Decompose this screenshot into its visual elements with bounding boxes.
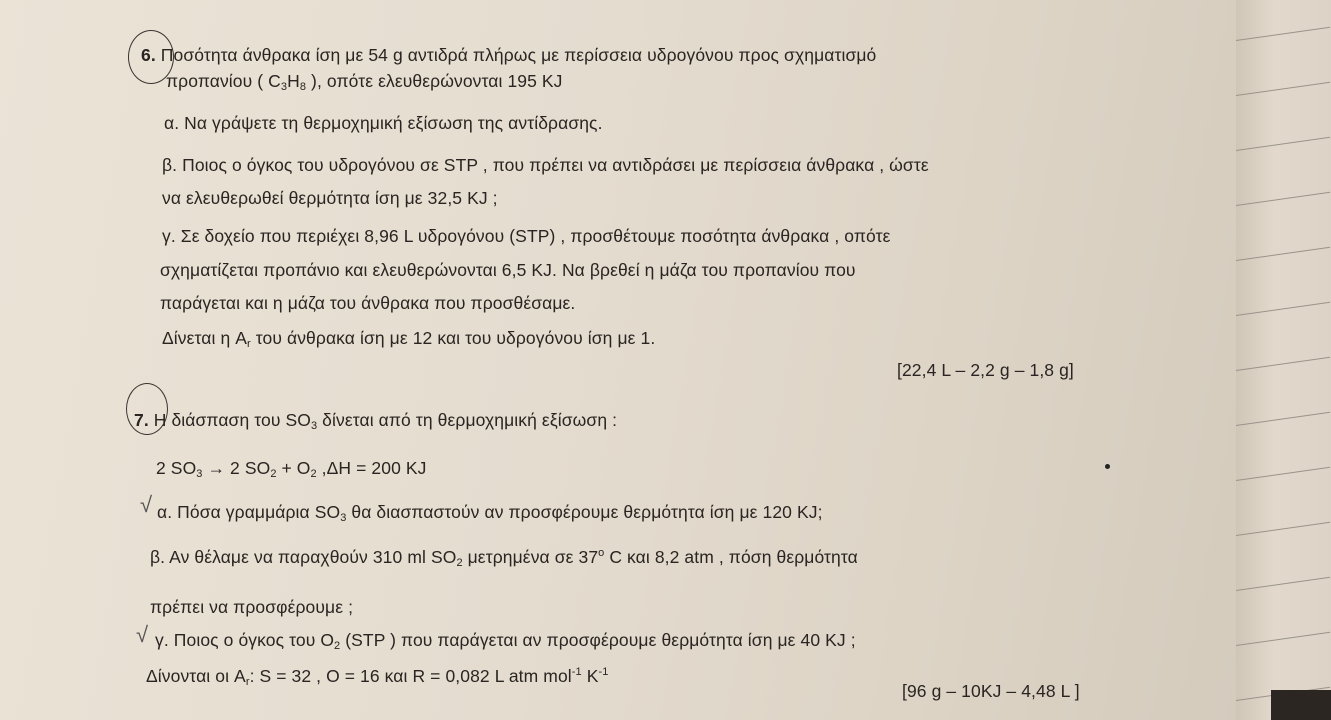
q6-line2-a: προπανίου ( C — [166, 71, 281, 91]
q7-line1-a: Η διάσπαση του SO — [153, 410, 311, 430]
q7-a-sub: 3 — [340, 512, 347, 524]
q7-eq-p3: + O — [276, 458, 311, 478]
q7-a-a: α. Πόσα γραμμάρια SO — [157, 502, 341, 522]
q6-part-b-1: β. Ποιος ο όγκος του υδρογόνου σε STP , που πρέπει να αντιδράσει με περίσσεια άνθρακα , ώστε — [162, 155, 929, 175]
q6-line1 — [141, 45, 876, 66]
q7-c-sub: 2 — [334, 640, 341, 652]
q6-given-b: του άνθρακα ίση με 12 και του υδρογόνου ίση με 1. — [250, 328, 656, 348]
q7-c-b: (STP ) που παράγεται αν προσφέρουμε θερμότητα ίση με 40 KJ ; — [340, 630, 856, 650]
q7-b-b: μετρημένα σε 37 — [462, 547, 599, 567]
q7-b-sub: 2 — [456, 557, 463, 569]
q7-given-b: : S = 32 , O = 16 και R = 0,082 L atm mol — [249, 666, 572, 686]
q7-eq-s3: 2 — [310, 468, 317, 480]
q7-c-a: γ. Ποιος ο όγκος του O — [155, 630, 335, 650]
q6-line2-b: H — [287, 71, 300, 91]
q7-given-a: Δίνονται οι A — [146, 666, 246, 686]
q7-b-a: β. Αν θέλαμε να παραχθούν 310 ml SO — [150, 547, 457, 567]
q7-equation — [156, 458, 427, 480]
q7-given-sup1: -1 — [571, 666, 582, 678]
q6-part-a: α. Να γράψετε τη θερμοχημική εξίσωση της αντίδρασης. — [164, 113, 603, 133]
q7-part-b-1 — [150, 547, 858, 569]
q6-part-c-2: σχηματίζεται προπάνιο και ελευθερώνονται 6,5 KJ. Να βρεθεί η μάζα του προπανίου που — [160, 260, 856, 280]
q7-answer: [96 g – 10KJ – 4,48 L ] — [902, 681, 1080, 701]
q7-eq-s2: 2 — [270, 468, 277, 480]
pen-checkmark-a: √ — [140, 492, 153, 517]
q6-line2 — [166, 71, 563, 93]
q6-sub-3: 3 — [280, 81, 288, 93]
q6-number: 6. — [141, 45, 156, 65]
q7-number: 7. — [134, 410, 149, 430]
q7-given-sup2: -1 — [598, 666, 609, 678]
q7-given — [146, 666, 609, 688]
q7-eq-p2: → 2 SO — [202, 458, 271, 478]
q6-part-b-2: να ελευθερωθεί θερμότητα ίση με 32,5 KJ ; — [162, 188, 498, 208]
q7-given-sub: r — [245, 676, 250, 688]
q7-eq-s1: 3 — [196, 468, 203, 480]
q7-a-b: θα διασπαστούν αν προσφέρουμε θερμότητα ίση με 120 KJ; — [346, 502, 823, 522]
q7-part-c — [155, 630, 856, 652]
q7-line1-b: δίνεται από τη θερμοχημική εξίσωση : — [317, 410, 618, 430]
q7-part-a — [157, 502, 823, 524]
q6-text-1: Ποσότητα άνθρακα ίση με 54 g αντιδρά πλήρως με περίσσεια υδρογόνου προς σχηματισμό — [160, 45, 877, 65]
q6-answer: [22,4 L – 2,2 g – 1,8 g] — [897, 360, 1074, 380]
q7-b-sup: ο — [598, 547, 605, 559]
q6-part-c-3: παράγεται και η μάζα του άνθρακα που προσθέσαμε. — [160, 293, 576, 313]
pen-checkmark-c: √ — [136, 622, 149, 647]
q7-eq-p4: ,ΔH = 200 KJ — [316, 458, 427, 478]
q7-line1-sub: 3 — [310, 420, 318, 432]
q7-line1 — [134, 410, 617, 432]
q6-given-sub: r — [247, 338, 251, 350]
adjacent-page — [1236, 0, 1331, 720]
q6-part-c-1: γ. Σε δοχείο που περιέχει 8,96 L υδρογόνου (STP) , προσθέτουμε ποσότητα άνθρακα , οπότε — [162, 226, 891, 246]
q6-line2-c: ), οπότε ελευθερώνονται 195 KJ — [306, 71, 563, 91]
q6-sub-8: 8 — [299, 81, 307, 93]
q6-given — [162, 328, 655, 350]
ink-dot — [1105, 464, 1110, 469]
q7-part-b-2: πρέπει να προσφέρουμε ; — [150, 597, 354, 617]
q6-given-a: Δίνεται η A — [162, 328, 248, 348]
q7-given-c: K — [581, 666, 599, 686]
q7-eq-p1: 2 SO — [156, 458, 197, 478]
q7-b-c: C και 8,2 atm , πόση θερμότητα — [604, 547, 858, 567]
